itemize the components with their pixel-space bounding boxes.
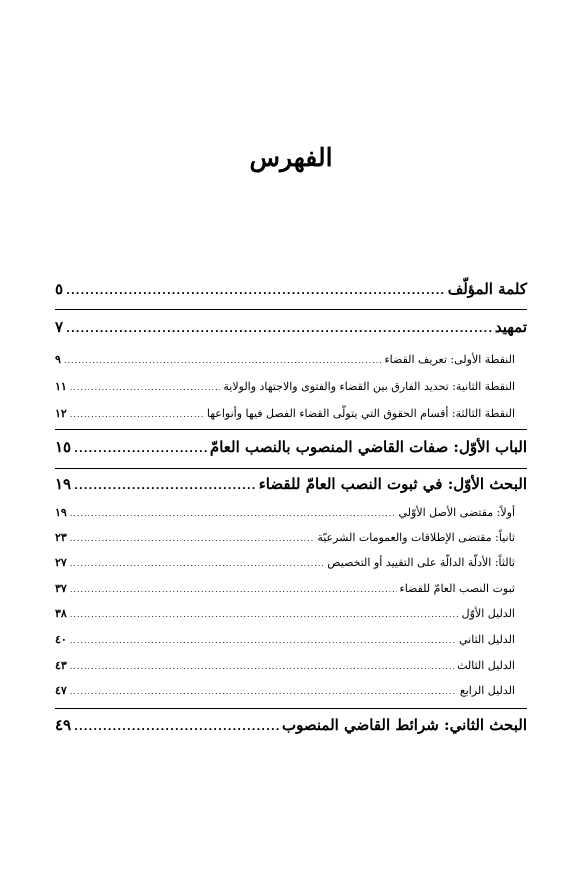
dot-leader: [70, 636, 456, 645]
dot-leader: [70, 383, 221, 392]
toc-entry-page: ١١: [55, 380, 67, 393]
toc-entry-page: ٤٧: [55, 684, 67, 697]
page-title: الفهرس: [249, 143, 333, 172]
toc-entry-page: ١٩: [55, 506, 67, 519]
toc-entry[interactable]: [55, 716, 527, 734]
toc-entry[interactable]: [55, 353, 527, 366]
toc-entry-page: ١٥: [55, 438, 72, 456]
toc-entry-page: ٢٣: [55, 531, 67, 544]
dot-leader: [74, 444, 207, 455]
dot-leader: [70, 687, 457, 696]
toc-entry-label: النقطة الثالثة: أقسام الحقوق التي يتولّى القضاء الفصل فيها وأنواعها: [206, 407, 515, 420]
divider: [55, 309, 527, 310]
toc-entry-label: الدليل الأوّل: [461, 607, 515, 620]
dot-leader: [70, 610, 459, 619]
toc-entry-label: النقطة الثانية: تحديد الفارق بين القضاء والفتوى والاجتهاد والولاية: [223, 380, 515, 393]
toc-entry-label: كلمة المؤلّف: [447, 280, 527, 298]
dot-leader: [74, 722, 279, 733]
toc-entry-label: الدليل الثاني: [459, 633, 515, 646]
toc-entry[interactable]: [55, 380, 527, 393]
dot-leader: [66, 286, 445, 297]
toc-entry[interactable]: [55, 407, 527, 420]
toc-entry-page: ٣٨: [55, 607, 67, 620]
toc-entry-label: ثالثاً: الأدلّة الدالّة على التقييد أو التخصيص: [327, 556, 515, 569]
toc-entry-label: البحث الأوّل: في ثبوت النصب العامّ للقضاء: [258, 475, 527, 493]
dot-leader: [70, 559, 324, 568]
toc-entry-label: الدليل الثالث: [457, 659, 515, 672]
toc-entry-page: ٧: [55, 318, 64, 336]
dot-leader: [74, 481, 256, 492]
dot-leader: [70, 410, 204, 419]
toc-entry-label: أولاً: مقتضى الأصل الأوّلي: [398, 506, 515, 519]
toc-entry-page: ١٢: [55, 407, 67, 420]
toc-entry[interactable]: [55, 506, 527, 519]
dot-leader: [66, 324, 492, 335]
toc-entry-label: الدليل الرابع: [459, 684, 515, 697]
divider: [55, 468, 527, 469]
toc-entry-page: ٩: [55, 353, 61, 366]
toc-entry-page: ٤٩: [55, 716, 72, 734]
toc-entry-page: ١٩: [55, 475, 72, 493]
divider: [55, 429, 527, 430]
dot-leader: [64, 356, 382, 365]
toc-entry-label: البحث الثاني: شرائط القاضي المنصوب: [282, 716, 527, 734]
toc-entry-page: ٤٣: [55, 659, 67, 672]
dot-leader: [70, 662, 454, 671]
dot-leader: [70, 509, 396, 518]
toc-entry-label: ثانياً: مقتضى الإطلاقات والعمومات الشرعيّة: [317, 531, 515, 544]
toc-entry[interactable]: [55, 582, 527, 595]
toc-entry[interactable]: [55, 318, 527, 336]
divider: [55, 708, 527, 709]
dot-leader: [70, 534, 314, 543]
toc-entry[interactable]: [55, 633, 527, 646]
toc-entry-page: ٢٧: [55, 556, 67, 569]
toc-entry-page: ٤٠: [55, 633, 67, 646]
toc-entry-page: ٥: [55, 280, 64, 298]
toc-entry-label: النقطة الأولى: تعريف القضاء: [384, 353, 515, 366]
toc-entry[interactable]: [55, 607, 527, 620]
toc-entry[interactable]: [55, 684, 527, 697]
toc-entry-label: تمهيد: [494, 318, 527, 336]
toc-entry[interactable]: [55, 475, 527, 493]
toc-entry[interactable]: [55, 556, 527, 569]
toc-entry[interactable]: [55, 280, 527, 298]
dot-leader: [70, 585, 397, 594]
toc-entry[interactable]: [55, 531, 527, 544]
toc-entry-page: ٣٧: [55, 582, 67, 595]
toc-entry[interactable]: [55, 659, 527, 672]
toc-entry[interactable]: [55, 438, 527, 456]
toc-entry-label: الباب الأوّل: صفات القاضي المنصوب بالنصب العامّ: [209, 438, 527, 456]
toc-entry-label: ثبوت النصب العامّ للقضاء: [399, 582, 515, 595]
